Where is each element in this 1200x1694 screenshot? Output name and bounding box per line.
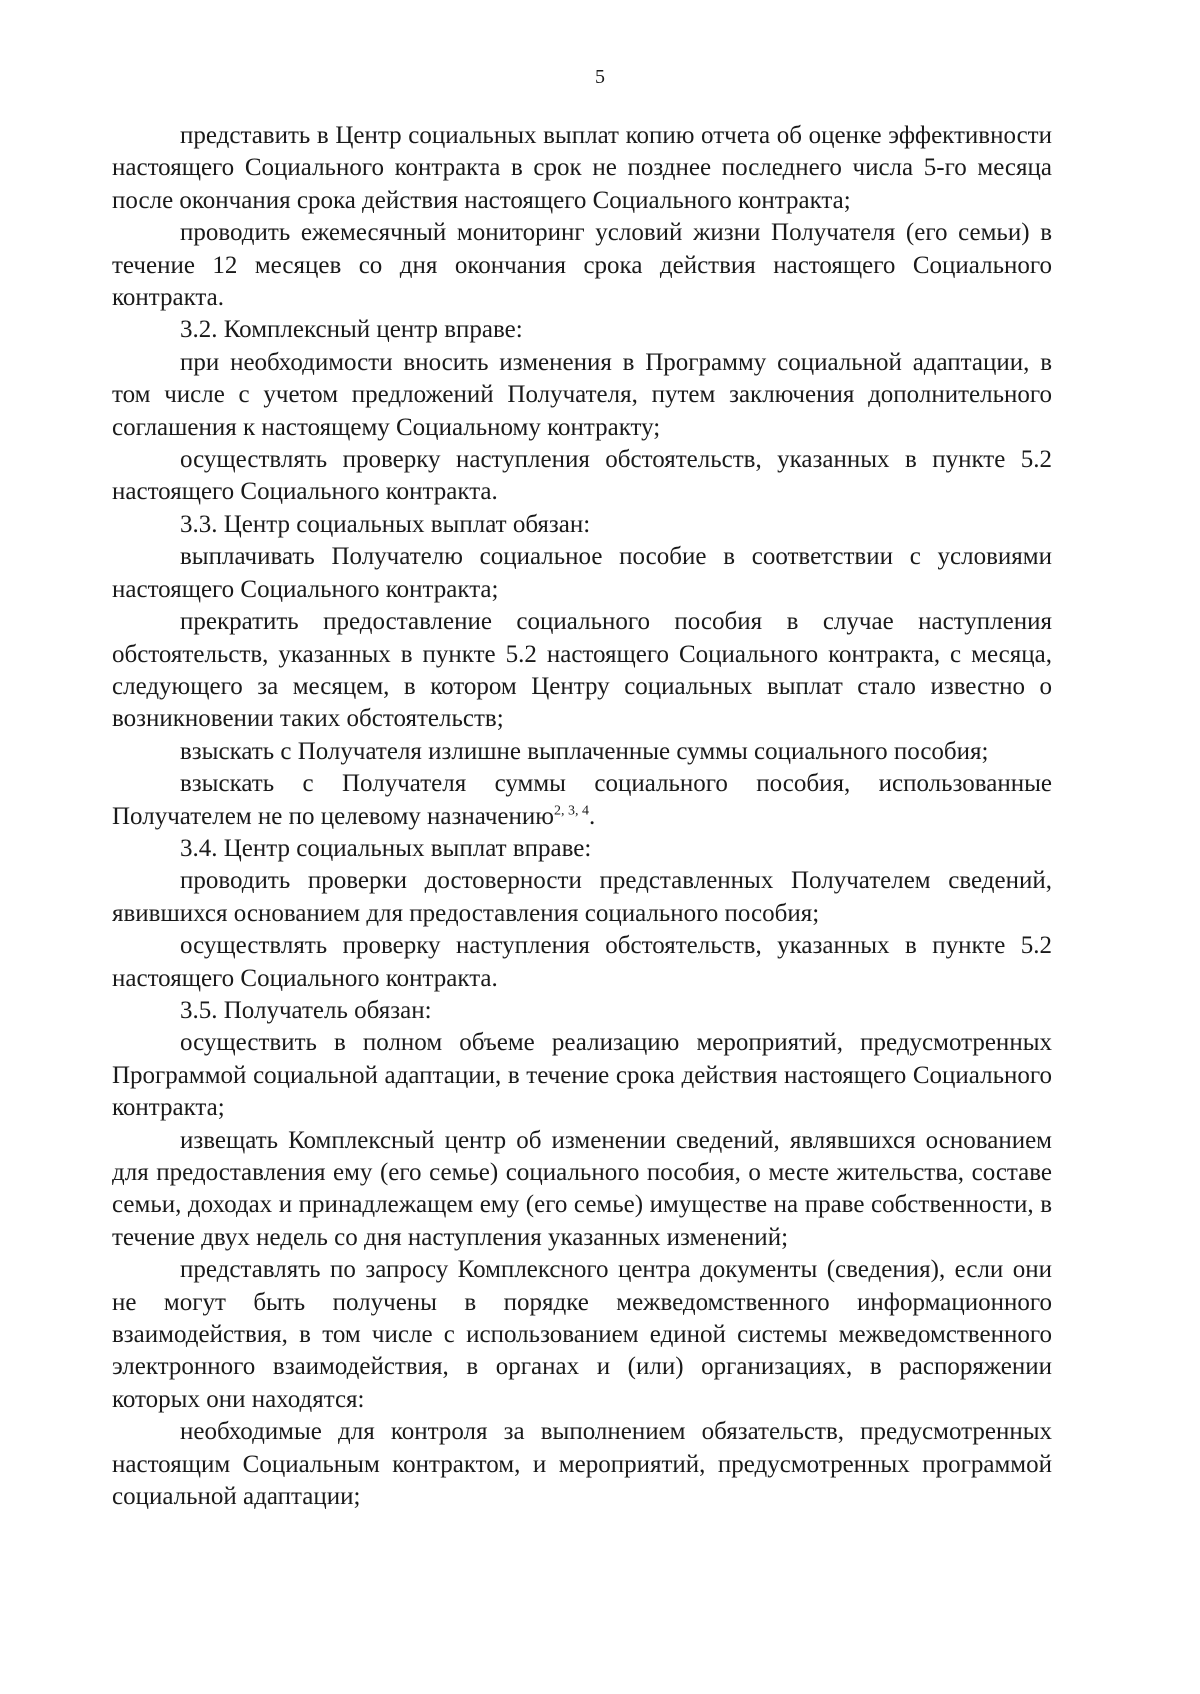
paragraph-pay-benefit: выплачивать Получателю социальное пособие в соответствии с условиями настоящего Социального контракта; xyxy=(112,543,1052,603)
paragraph-recover-misused xyxy=(112,768,1052,833)
paragraph-provide-documents: представлять по запросу Комплексного центра документы (сведения), если они не могут быть получены в порядке межведомственного информационного взаимодействия, в том числе с использованием единой системы межведомственного электронного взаимодействия, в органах и (или) организациях, в распоряжении которых они находятся: xyxy=(112,1256,1052,1413)
paragraph-verify-information: проводить проверки достоверности представленных Получателем сведений, явившихся основанием для предоставления социального пособия; xyxy=(112,867,1052,927)
section-heading-3-5: 3.5. Получатель обязан: xyxy=(180,996,432,1024)
footnote-reference: 2, 3, 4 xyxy=(553,803,589,819)
paragraph-recover-misused-text: взыскать с Получателя суммы социального пособия, использованные Получателем не по целевому назначению xyxy=(112,770,1052,830)
paragraph-terminate-benefit: прекратить предоставление социального пособия в случае наступления обстоятельств, указанных в пункте 5.2 настоящего Социального контракта, с месяца, следующего за месяцем, в котором Центру социальных выплат стало известно о возникновении таких обстоятельств; xyxy=(112,608,1052,733)
section-heading-3-4: 3.4. Центр социальных выплат вправе: xyxy=(180,834,592,862)
paragraph-monthly-monitoring: проводить ежемесячный мониторинг условий жизни Получателя (его семьи) в течение 12 месяцев со дня окончания срока действия настоящего Социального контракта. xyxy=(112,219,1052,312)
paragraph-recover-misused-tail: . xyxy=(588,802,596,830)
paragraph-recover-overpaid: взыскать с Получателя излишне выплаченные суммы социального пособия; xyxy=(180,737,989,765)
paragraph-circumstances-check: осуществлять проверку наступления обстоятельств, указанных в пункте 5.2 настоящего Социального контракта. xyxy=(112,446,1052,506)
section-heading-3-3: 3.3. Центр социальных выплат обязан: xyxy=(180,510,591,538)
paragraph-control-documents: необходимые для контроля за выполнением обязательств, предусмотренных настоящим Социальным контрактом, и мероприятий, предусмотренных программой социальной адаптации; xyxy=(112,1418,1052,1511)
paragraph-implement-program: осуществить в полном объеме реализацию мероприятий, предусмотренных Программой социальной адаптации, в течение срока действия настоящего Социального контракта; xyxy=(112,1029,1052,1122)
document-body xyxy=(112,120,1052,1513)
paragraph-notify-changes: извещать Комплексный центр об изменении сведений, являвшихся основанием для предоставления ему (его семье) социального пособия, о месте жительства, составе семьи, доходах и принадлежащем ему (его семье) имуществе на праве собственности, в течение двух недель со дня наступления указанных изменений; xyxy=(112,1126,1052,1251)
page-number: 5 xyxy=(595,66,605,88)
paragraph-circumstances-check-2: осуществлять проверку наступления обстоятельств, указанных в пункте 5.2 настоящего Социального контракта. xyxy=(112,932,1052,992)
section-heading-3-2: 3.2. Комплексный центр вправе: xyxy=(180,316,523,344)
paragraph-program-changes: при необходимости вносить изменения в Программу социальной адаптации, в том числе с учетом предложений Получателя, путем заключения дополнительного соглашения к настоящему Социальному контракту; xyxy=(112,348,1052,441)
paragraph-report-submission: представить в Центр социальных выплат копию отчета об оценке эффективности настоящего Социального контракта в срок не позднее последнего числа 5-го месяца после окончания срока действия настоящего Социального контракта; xyxy=(112,122,1052,214)
